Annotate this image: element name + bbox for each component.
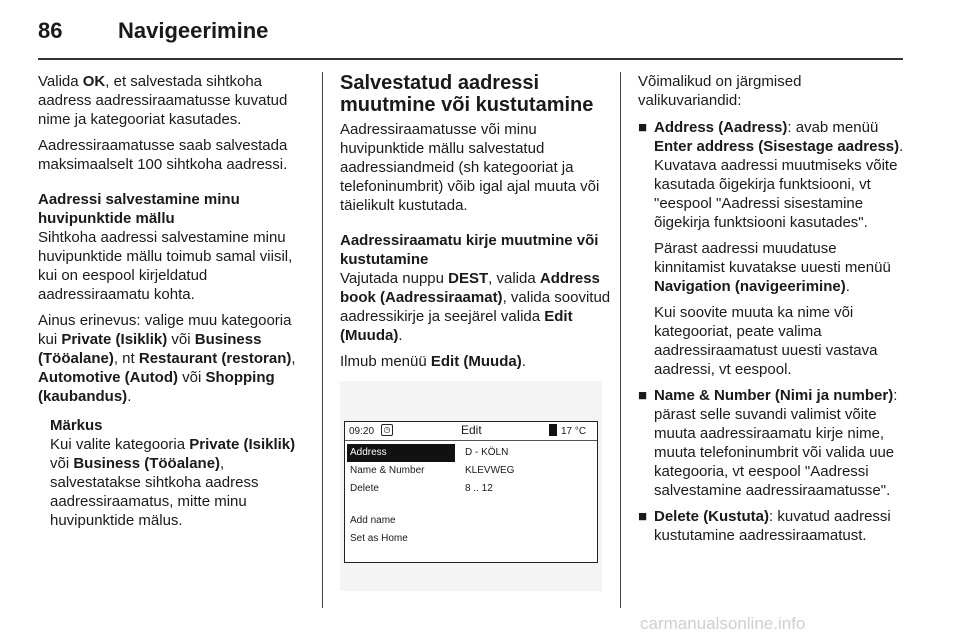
menu-item-add-name: Add name	[350, 515, 396, 526]
watermark: carmanualsonline.info	[640, 614, 806, 633]
display-values	[465, 444, 514, 498]
paragraph: Ainus erinevus: valige muu kategooria kui Private (Isiklik) või Business (Tööalane), nt Restaurant (restoran), Automotive (Autod) või Shopping (kaubandus).	[38, 312, 296, 405]
bullet-icon: ■	[638, 119, 648, 136]
subheading: Aadressi salvestamine minu huvipunktide mällu	[38, 191, 240, 227]
display-status-bar	[345, 422, 597, 441]
page-number: 86	[38, 18, 63, 43]
clock-icon: ◷	[381, 424, 393, 436]
menu-item-name-number: Name & Number	[350, 465, 425, 476]
list-item: ■ Name & Number (Nimi ja number): pärast selle suvandi valimist võite muuta aadressiraamatu kirje nime, muuta telefoninumbrit või valida uue kategooria, vt eespool "Aadressi salvestamine aadressiraamatusse".	[638, 387, 898, 499]
column-2	[340, 72, 612, 591]
note-text: Kui valite kategooria Private (Isiklik) või Business (Tööalane), salvestatakse sihtkoha aadress aadressiraamatus, mitte minu huvipunktide mälus.	[50, 436, 296, 529]
list-item: ■ Address (Aadress): avab menüü Enter address (Sisestage aadress). Kuvatava aadressi muutmiseks võite kasutada õigekirja funktsiooni, vt "eespool "Aadressi sisestamine õigekirja funktsiooni kasutades".	[638, 119, 904, 231]
bullet-icon: ■	[638, 508, 648, 525]
section-heading: Salvestatud aadressi muutmine või kustutamine	[340, 72, 594, 116]
paragraph: Pärast aadressi muudatuse kinnitamist kuvatakse uuesti menüü Navigation (navigeerimine).	[654, 240, 891, 295]
value-city: D - KÖLN	[465, 447, 509, 458]
menu-item-delete: Delete	[350, 483, 379, 494]
subheading: Aadressiraamatu kirje muutmine või kustutamine	[340, 232, 599, 268]
edit-menu-screenshot	[340, 381, 602, 591]
note-box	[50, 416, 310, 530]
paragraph: Vajutada nuppu DEST, valida Address book (Aadressiraamat), valida soovitud aadressikirje ja seejärel valida Edit (Muuda).	[340, 270, 611, 344]
note-title: Märkus	[50, 417, 103, 434]
display-screen	[344, 421, 598, 563]
column-1	[38, 72, 310, 530]
column-divider	[620, 72, 621, 608]
paragraph: Aadressiraamatusse saab salvestada maksimaalselt 100 sihtkoha aadressi.	[38, 137, 288, 173]
thermometer-icon	[549, 424, 557, 436]
bullet-icon: ■	[638, 387, 648, 404]
menu-item-set-home: Set as Home	[350, 533, 408, 544]
page-title: Navigeerimine	[118, 18, 269, 43]
paragraph: Ilmub menüü Edit (Muuda).	[340, 353, 526, 370]
column-divider	[322, 72, 323, 608]
display-temperature: 17 °C	[561, 426, 587, 437]
column-3	[638, 72, 908, 552]
header-rule	[38, 58, 903, 60]
option-list	[638, 118, 908, 232]
option-list	[638, 386, 908, 545]
paragraph: Valida OK, et salvestada sihtkoha aadress aadressiraamatusse kuvatud nime ja kategooriat kasutades.	[38, 73, 288, 128]
menu-item-address: Address	[347, 444, 455, 462]
value-house-number: 8 .. 12	[465, 483, 493, 494]
list-item: ■ Delete (Kustuta): kuvatud aadressi kustutamine aadressiraamatust.	[638, 508, 891, 544]
value-street: KLEVWEG	[465, 465, 515, 476]
display-title: Edit	[461, 423, 482, 437]
display-menu	[347, 444, 455, 548]
display-time: 09:20	[349, 426, 375, 437]
paragraph: Võimalikud on järgmised valikuvariandid:	[638, 73, 802, 109]
paragraph: Aadressiraamatusse või minu huvipunktide mällu salvestatud aadressiandmeid (sh kategooriat ja telefoninumbrit) võib igal ajal muuta või täielikult kustutada.	[340, 121, 600, 214]
paragraph: Kui soovite muuta ka nime või kategooriat, peate valima aadressiraamatust uuesti vastava aadressi, vt eespool.	[654, 304, 878, 378]
paragraph: Sihtkoha aadressi salvestamine minu huvipunktide mällu toimub samal viisil, kui on eespool kirjeldatud aadressiraamatu kohta.	[38, 229, 293, 303]
